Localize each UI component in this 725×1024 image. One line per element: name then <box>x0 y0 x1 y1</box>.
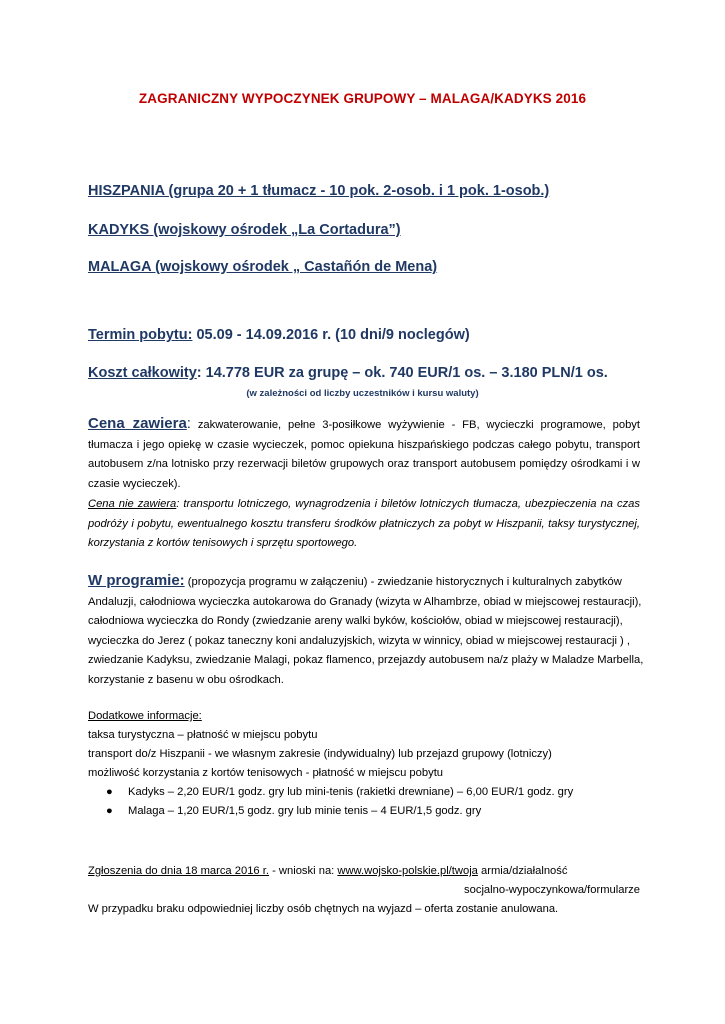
program-label: W programie: <box>88 572 185 589</box>
list-item-text: Malaga – 1,20 EUR/1,5 godz. gry lub minie tenis – 4 EUR/1,5 godz. gry <box>128 805 482 817</box>
term-value: 05.09 - 14.09.2016 r. (10 dni/9 noclegów) <box>192 327 470 343</box>
includes-text: zakwaterowanie, pełne 3-posiłkowe wyżywienie - FB, wycieczki programowe, pobyt tłumacza i jego opiekę w czasie wycieczek, pomoc opiekuna hiszpańskiego podczas całego pobytu, transport autobusem z/na lotnisko przy rezerwacji biletów grupowych oraz transport autobusem pomiędzy ośrodkami i w czasie wycieczek). <box>88 419 641 490</box>
excludes-paragraph <box>88 495 640 554</box>
list-item-text: Kadyks – 2,20 EUR/1 godz. gry lub mini-tenis (rakietki drewniane) – 6,00 EUR/1 godz. gry <box>128 786 574 798</box>
program-paragraph <box>88 571 648 690</box>
bullet-icon: ● <box>106 805 113 817</box>
term-label: Termin pobytu: <box>88 327 193 343</box>
application-tail: armia/działalność <box>477 865 568 877</box>
heading-malaga: MALAGA (wojskowy ośrodek „ Castañón de Mena) <box>88 259 438 275</box>
includes-paragraph <box>88 414 640 494</box>
extra-info-line: taksa turystyczna – płatność w miejscu pobytu <box>88 729 318 741</box>
extra-info-section <box>88 707 648 821</box>
cancel-notice: W przypadku braku odpowiedniej liczby osób chętnych na wyjazd – oferta zostanie anulowana. <box>88 903 559 915</box>
application-mid: - wnioski na: <box>268 865 338 877</box>
heading-country: HISZPANIA (grupa 20 + 1 tłumacz - 10 pok. 2-osob. i 1 pok. 1-osob.) <box>88 183 550 199</box>
website-link[interactable]: www.wojsko-polskie.pl/twoja <box>337 865 478 877</box>
bullet-icon: ● <box>106 786 113 798</box>
includes-label: Cena zawiera <box>88 415 187 432</box>
application-line <box>88 862 648 881</box>
cost-note: (w zależności od liczby uczestników i kursu waluty) <box>246 388 479 399</box>
tennis-prices-list <box>88 783 648 821</box>
heading-kadyks: KADYKS (wojskowy ośrodek „La Cortadura”) <box>88 222 401 238</box>
cost-line <box>88 365 608 381</box>
term-line <box>88 327 470 343</box>
application-line-2: socjalno-wypoczynkowa/formularze <box>464 884 640 896</box>
deadline-label: Zgłoszenia do dnia 18 marca 2016 r. <box>88 865 269 877</box>
extra-info-line: transport do/z Hiszpanii - we własnym zakresie (indywidualny) lub przejazd grupowy (lotniczy) <box>88 748 552 760</box>
list-item <box>106 802 648 821</box>
includes-colon: : <box>186 415 191 432</box>
document-title: ZAGRANICZNY WYPOCZYNEK GRUPOWY – MALAGA/KADYKS 2016 <box>138 91 587 106</box>
program-text: (propozycja programu w załączeniu) - zwiedzanie historycznych i kulturalnych zabytków Andaluzji, całodniowa wycieczka autokarowa do Granady (wizyta w Alhambrze, obiad w miejscowej restauracji), całodniowa wycieczka do Rondy (zwiedzanie areny walki byków, kościołów, obiad w miejscowej restauracji), wycieczka do Jerez ( pokaz taneczny koni andaluzyjskich, wizyta w winnicy, obiad w miejscowej restauracji ) , zwiedzanie Kadyksu, zwiedzanie Malagi, pokaz flamenco, przejazdy autobusem na/z plaży w Maladze Marbella, korzystanie z basenu w obu ośrodkach. <box>88 576 644 686</box>
cost-label: Koszt całkowity <box>88 365 197 381</box>
application-section <box>88 862 648 919</box>
extra-info-label: Dodatkowe informacje: <box>88 710 202 722</box>
extra-info-line: możliwość korzystania z kortów tenisowych - płatność w miejscu pobytu <box>88 767 444 779</box>
excludes-text: : transportu lotniczego, wynagrodzenia i biletów lotniczych tłumacza, ubezpieczenia na czas podróży i pobytu, ewentualnego kosztu transferu środków płatniczych za pobyt w Hiszpanii, taksy turystycznej, korzystania z kortów tenisowych i sprzętu sportowego. <box>88 498 640 549</box>
excludes-label: Cena nie zawiera <box>88 498 177 510</box>
cost-value: : 14.778 EUR za grupę – ok. 740 EUR/1 os. – 3.180 PLN/1 os. <box>196 365 608 381</box>
list-item <box>106 783 648 802</box>
